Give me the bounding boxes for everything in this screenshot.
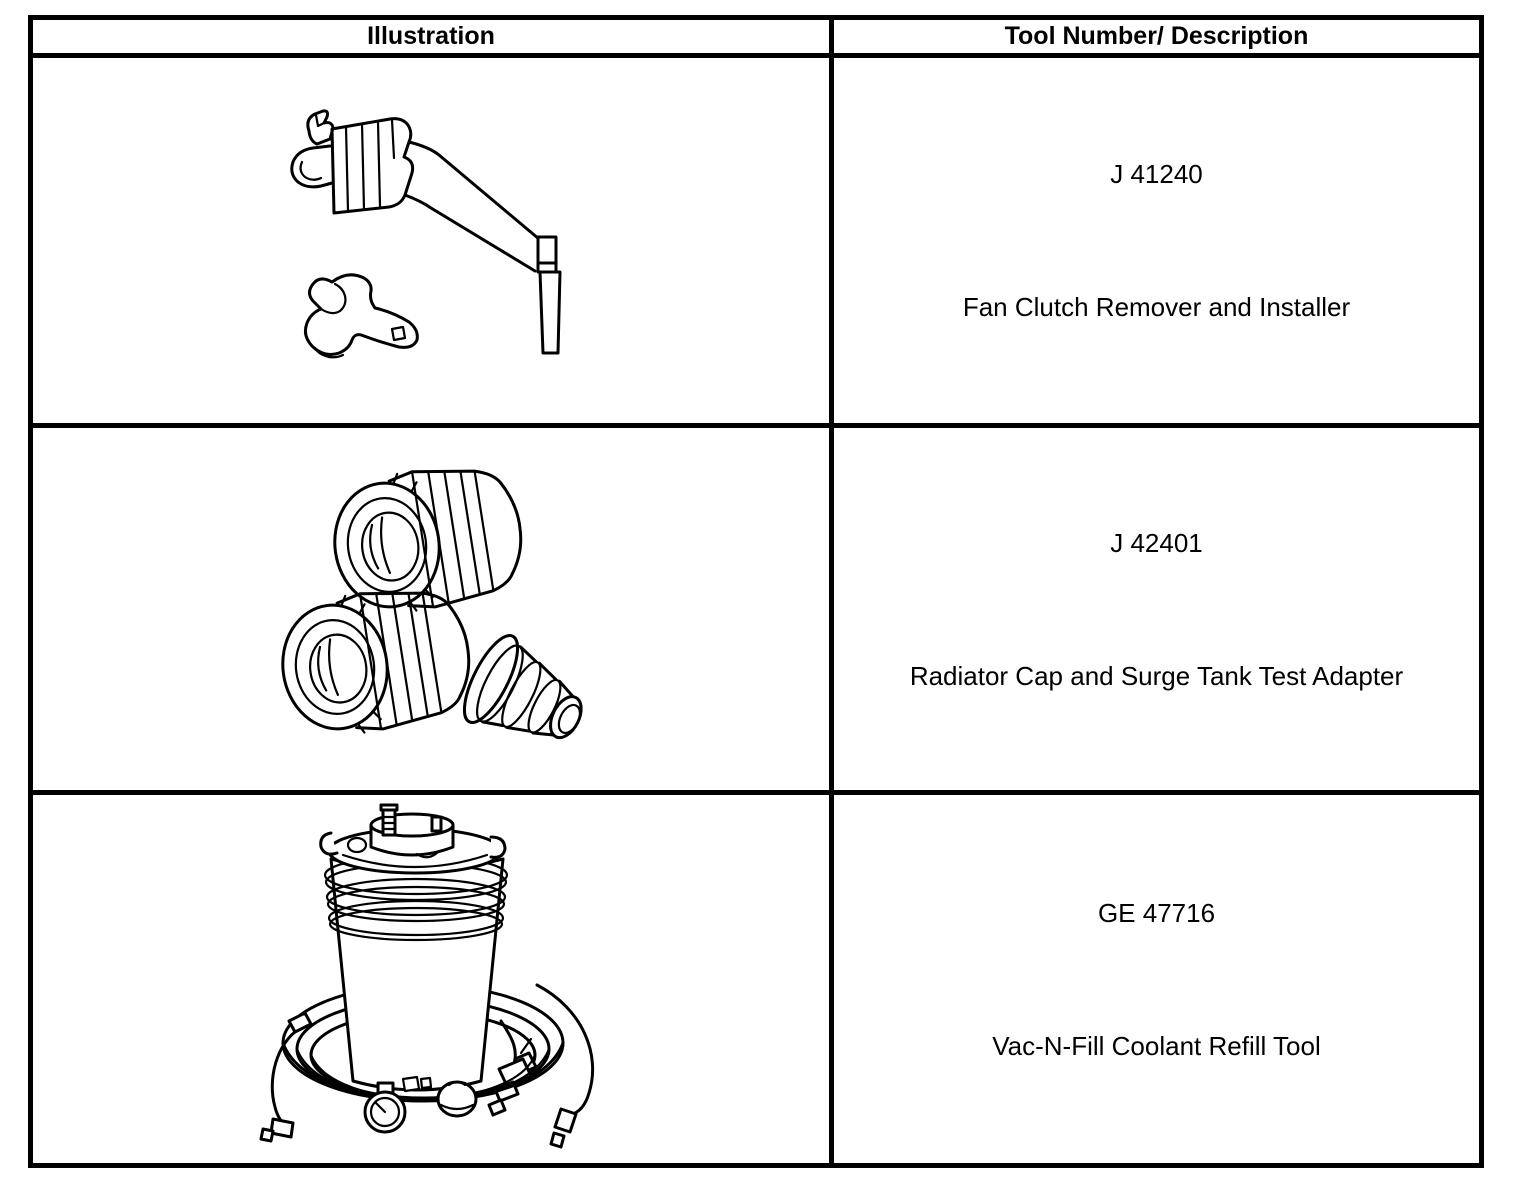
cone-adapter-drawing <box>454 629 599 766</box>
fan-clutch-remover-and-installer-illustration <box>271 101 591 381</box>
wrench-part-drawing <box>305 274 417 356</box>
table-row-radiator-cap-adapter <box>31 426 1482 793</box>
bulb-cap-drawing <box>438 1082 476 1116</box>
tool-info-cell <box>832 793 1482 1166</box>
vac-n-fill-coolant-refill-tool-illustration <box>251 795 611 1163</box>
tool-info-cell <box>832 426 1482 793</box>
illustration-cell <box>31 56 832 426</box>
illustration-cell <box>31 426 832 793</box>
column-header-illustration: Illustration <box>31 18 832 56</box>
radiator-cap-and-surge-tank-test-adapter-illustration <box>251 449 611 769</box>
tool-description: Fan Clutch Remover and Installer <box>962 292 1351 322</box>
table-row-fan-clutch-tool <box>31 56 1482 426</box>
column-header-tool-number-description: Tool Number/ Description <box>832 18 1482 56</box>
valve-assembly-drawing <box>489 1021 536 1115</box>
table-row-vac-n-fill-tool <box>31 793 1482 1166</box>
tool-number: J 42401 <box>1110 527 1203 558</box>
tool-info-cell <box>832 56 1482 426</box>
table-header-row <box>31 18 1482 56</box>
special-tools-table <box>28 15 1484 1168</box>
illustration-cell <box>31 793 832 1166</box>
tool-description: Vac-N-Fill Coolant Refill Tool <box>992 1030 1321 1061</box>
tool-number: GE 47716 <box>1097 897 1216 928</box>
fork-rod-tool-drawing <box>292 110 560 352</box>
tool-description: Radiator Cap and Surge Tank Test Adapter <box>909 660 1404 691</box>
tool-number: J 41240 <box>1110 159 1203 189</box>
